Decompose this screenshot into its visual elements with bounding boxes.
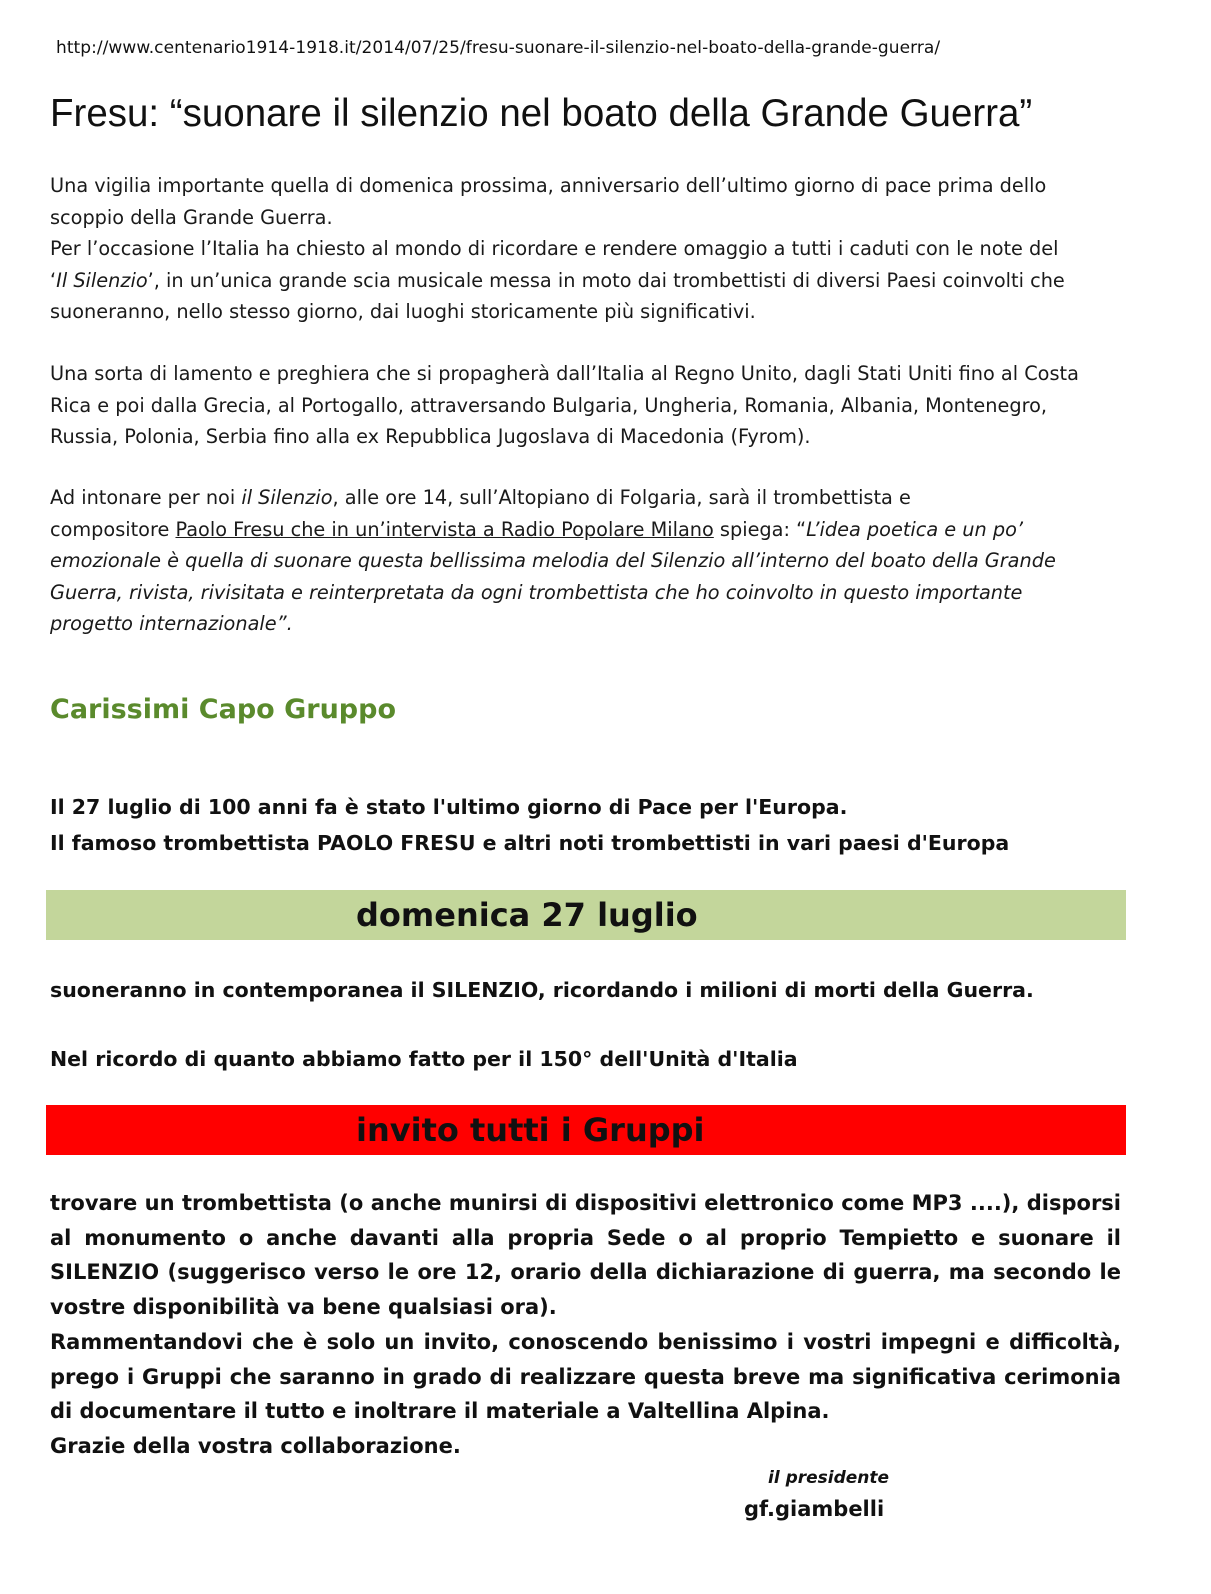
text-line: Rica e poi dalla Grecia, al Portogallo, attraversando Bulgaria, Ungheria, Romania, Albania, Montenegro, bbox=[50, 393, 1048, 417]
article-paragraph-2 bbox=[50, 358, 1125, 453]
signature-role: il presidente bbox=[768, 1468, 890, 1488]
silenzio-italic: Il Silenzio bbox=[56, 268, 148, 292]
date-band bbox=[46, 890, 1126, 940]
invite-band-text: invito tutti i Gruppi bbox=[356, 1111, 705, 1149]
intro-line: Il 27 luglio di 100 anni fa è stato l'ultimo giorno di Pace per l'Europa. bbox=[50, 795, 848, 819]
article-paragraph-3 bbox=[50, 482, 1125, 640]
quote-mark: ‘ bbox=[50, 268, 57, 292]
source-url: http://www.centenario1914-1918.it/2014/07/25/fresu-suonare-il-silenzio-nel-boato-della-grande-guerra/ bbox=[56, 38, 941, 58]
intro-line: Il famoso trombettista PAOLO FRESU e altri noti trombettisti in vari paesi d'Europa bbox=[50, 831, 1010, 855]
text-span: spiega: “ bbox=[713, 517, 807, 541]
text-line: Russia, Polonia, Serbia fino alla ex Repubblica Jugoslava di Macedonia (Fyrom). bbox=[50, 425, 811, 448]
interview-link[interactable]: Paolo Fresu che in un’intervista a Radio Popolare Milano bbox=[175, 517, 714, 541]
text-line: Per l’occasione l’Italia ha chiesto al mondo di ricordare e rendere omaggio a tutti i caduti con le note del bbox=[50, 237, 1059, 260]
text-line bbox=[50, 514, 1125, 546]
text-line: Una vigilia importante quella di domenica prossima, anniversario dell’ultimo giorno di pace prima dello bbox=[50, 174, 1047, 197]
article-title: Fresu: “suonare il silenzio nel boato della Grande Guerra” bbox=[50, 92, 1033, 135]
text-line bbox=[50, 265, 1125, 297]
text-line bbox=[50, 482, 1125, 514]
body-line: SILENZIO (suggerisco verso le ore 12, orario della dichiarazione di guerra, ma secondo le bbox=[50, 1260, 1121, 1285]
quote-line: progetto internazionale”. bbox=[50, 612, 293, 635]
letter-intro bbox=[50, 789, 1009, 861]
quote-line: emozionale è quella di suonare questa bellissima melodia del Silenzio all’interno del boato della Grande bbox=[50, 549, 1056, 572]
silenzio-italic: il Silenzio bbox=[241, 486, 333, 509]
quote-line: Guerra, rivista, rivisitata e reinterpretata da ogni trombettista che ho coinvolto in questo importante bbox=[50, 580, 1023, 604]
letter-body bbox=[50, 1186, 1121, 1464]
body-line: al monumento o anche davanti alla propria Sede o al proprio Tempietto e suonare il bbox=[50, 1225, 1121, 1250]
body-line: Grazie della vostra collaborazione. bbox=[50, 1433, 461, 1458]
letter-greeting: Carissimi Capo Gruppo bbox=[50, 694, 397, 725]
body-line: trovare un trombettista (o anche munirsi di dispositivi elettronico come MP3 ....), disporsi bbox=[50, 1191, 1121, 1215]
remember-text: Nel ricordo di quanto abbiamo fatto per il 150° dell'Unità d'Italia bbox=[50, 1047, 798, 1071]
quote-italic: L’idea poetica e un po’ bbox=[806, 517, 1024, 541]
after-date-text: suoneranno in contemporanea il SILENZIO, ricordando i milioni di morti della Guerra. bbox=[50, 978, 1034, 1002]
article-paragraph-1 bbox=[50, 170, 1125, 328]
invite-band bbox=[46, 1105, 1126, 1155]
text-line: suoneranno, nello stesso giorno, dai luoghi storicamente più significativi. bbox=[50, 300, 756, 323]
text-span: compositore bbox=[50, 517, 176, 541]
body-line: vostre disponibilità va bene qualsiasi ora). bbox=[50, 1295, 557, 1320]
text-line: Una sorta di lamento e preghiera che si propagherà dall’Italia al Regno Unito, dagli Stati Uniti fino al Costa bbox=[50, 362, 1079, 385]
body-line: di documentare il tutto e inoltrare il materiale a Valtellina Alpina. bbox=[50, 1399, 830, 1424]
date-band-text: domenica 27 luglio bbox=[356, 896, 698, 934]
text-span: ’, in un’unica grande scia musicale messa in moto dai trombettisti di diversi Paesi coinvolti che bbox=[147, 268, 1065, 292]
body-line: Rammentandovi che è solo un invito, conoscendo benissimo i vostri impegni e difficoltà, bbox=[50, 1329, 1121, 1354]
signature-name: gf.giambelli bbox=[744, 1497, 885, 1521]
text-span: , alle ore 14, sull’Altopiano di Folgaria, sarà il trombettista e bbox=[332, 486, 911, 509]
body-line: prego i Gruppi che saranno in grado di realizzare questa breve ma significativa cerimonia bbox=[50, 1364, 1121, 1389]
text-span: Ad intonare per noi bbox=[50, 486, 242, 509]
text-line: scoppio della Grande Guerra. bbox=[50, 205, 333, 229]
